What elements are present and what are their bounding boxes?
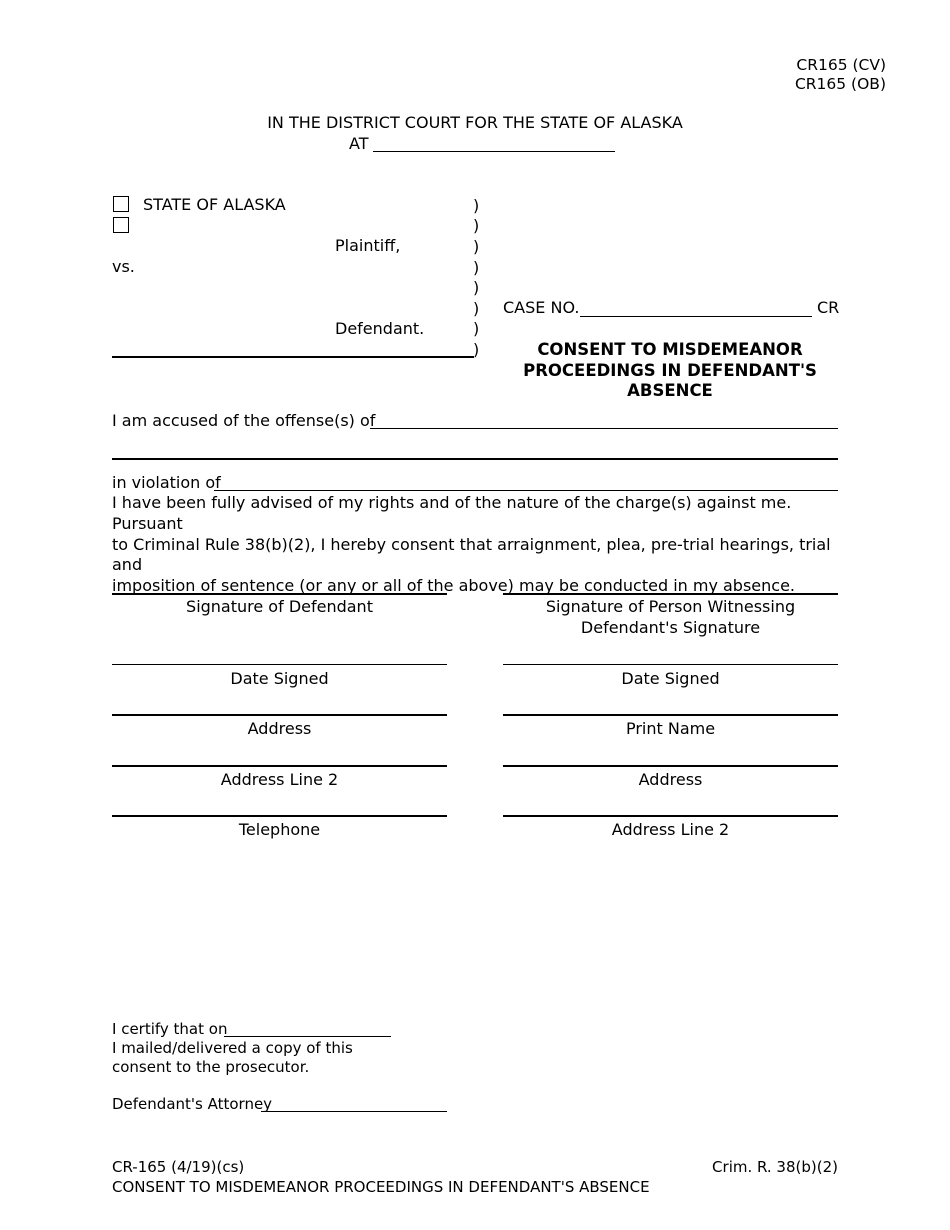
court-heading: IN THE DISTRICT COURT FOR THE STATE OF ALASKA <box>267 113 683 132</box>
violation-label: in violation of <box>112 473 221 492</box>
caption-paren: ) <box>473 258 480 277</box>
defendant-address-caption: Address <box>247 719 312 738</box>
state-of-alaska-checkbox[interactable] <box>113 196 129 212</box>
case-suffix-cr: CR <box>817 298 840 317</box>
case-number-field[interactable] <box>580 316 812 317</box>
offense-field[interactable] <box>370 428 838 429</box>
at-location-field[interactable] <box>373 151 615 152</box>
caption-paren: ) <box>473 216 480 235</box>
witness-date-field[interactable] <box>503 664 838 665</box>
certify-line-3: consent to the prosecutor. <box>112 1058 310 1076</box>
form-title <box>500 340 840 402</box>
witness-signature-field[interactable] <box>503 593 838 595</box>
consent-paragraph-line: imposition of sentence (or any or all of the above) may be conducted in my absence. <box>112 576 796 596</box>
plaintiff-label: Plaintiff, <box>335 236 401 255</box>
caption-paren: ) <box>473 196 480 215</box>
footer-rule: Crim. R. 38(b)(2) <box>712 1158 838 1176</box>
violation-field[interactable] <box>214 490 838 491</box>
witness-print-name-caption: Print Name <box>625 719 716 738</box>
witness-signature-caption-line: Defendant's Signature <box>580 618 761 637</box>
form-title-line-2: PROCEEDINGS IN DEFENDANT'S <box>523 360 817 380</box>
defendant-date-caption: Date Signed <box>230 669 329 688</box>
defendant-label: Defendant. <box>335 319 425 338</box>
witness-date-caption: Date Signed <box>621 669 720 688</box>
accused-label: I am accused of the offense(s) of <box>112 411 376 430</box>
state-of-alaska-label: STATE OF ALASKA <box>143 195 286 214</box>
witness-signature-caption <box>503 596 838 638</box>
footer-form-title: CONSENT TO MISDEMEANOR PROCEEDINGS IN DEFENDANT'S ABSENCE <box>112 1178 650 1196</box>
caption-paren: ) <box>473 237 480 256</box>
case-no-label: CASE NO. <box>503 298 580 317</box>
witness-print-name-field[interactable] <box>503 714 838 716</box>
offense-field-continued[interactable] <box>112 458 838 460</box>
form-title-line-1: CONSENT TO MISDEMEANOR <box>537 340 803 359</box>
certify-line-2: I mailed/delivered a copy of this <box>112 1039 353 1057</box>
caption-paren: ) <box>473 299 480 318</box>
other-plaintiff-checkbox[interactable] <box>113 217 129 233</box>
witness-address-caption: Address <box>638 770 703 789</box>
defendant-signature-field[interactable] <box>112 593 447 595</box>
witness-address2-field[interactable] <box>503 815 838 817</box>
caption-paren: ) <box>473 340 480 359</box>
at-label: AT <box>349 134 369 153</box>
consent-paragraph-line: I have been fully advised of my rights and of the nature of the charge(s) against me. Pursuant <box>112 493 792 533</box>
vs-label: vs. <box>112 257 135 276</box>
consent-paragraph-line: to Criminal Rule 38(b)(2), I hereby consent that arraignment, plea, pre-trial hearings, trial and <box>112 534 831 575</box>
defendant-address2-caption: Address Line 2 <box>220 770 339 789</box>
form-code-cv: CR165 (CV) <box>796 56 886 74</box>
witness-signature-caption-line: Signature of Person Witnessing <box>545 597 796 616</box>
caption-paren: ) <box>473 278 480 297</box>
form-code-ob: CR165 (OB) <box>794 75 886 93</box>
defendant-address2-field[interactable] <box>112 765 447 767</box>
form-title-line-3: ABSENCE <box>627 381 713 400</box>
defendant-name-field[interactable] <box>112 356 474 358</box>
defendant-signature-caption: Signature of Defendant <box>186 597 373 616</box>
witness-address2-caption: Address Line 2 <box>611 820 730 839</box>
defendant-date-field[interactable] <box>112 664 447 665</box>
certify-date-field[interactable] <box>224 1036 391 1037</box>
witness-address-field[interactable] <box>503 765 838 767</box>
certify-line-1: I certify that on <box>112 1020 228 1038</box>
caption-paren: ) <box>473 319 480 338</box>
defendant-address-field[interactable] <box>112 714 447 716</box>
attorney-signature-field[interactable] <box>261 1111 447 1112</box>
defendant-telephone-caption: Telephone <box>238 820 321 839</box>
defendant-telephone-field[interactable] <box>112 815 447 817</box>
attorney-label: Defendant's Attorney <box>112 1095 273 1113</box>
footer-form-id: CR-165 (4/19)(cs) <box>112 1158 245 1176</box>
consent-paragraph <box>112 493 852 597</box>
